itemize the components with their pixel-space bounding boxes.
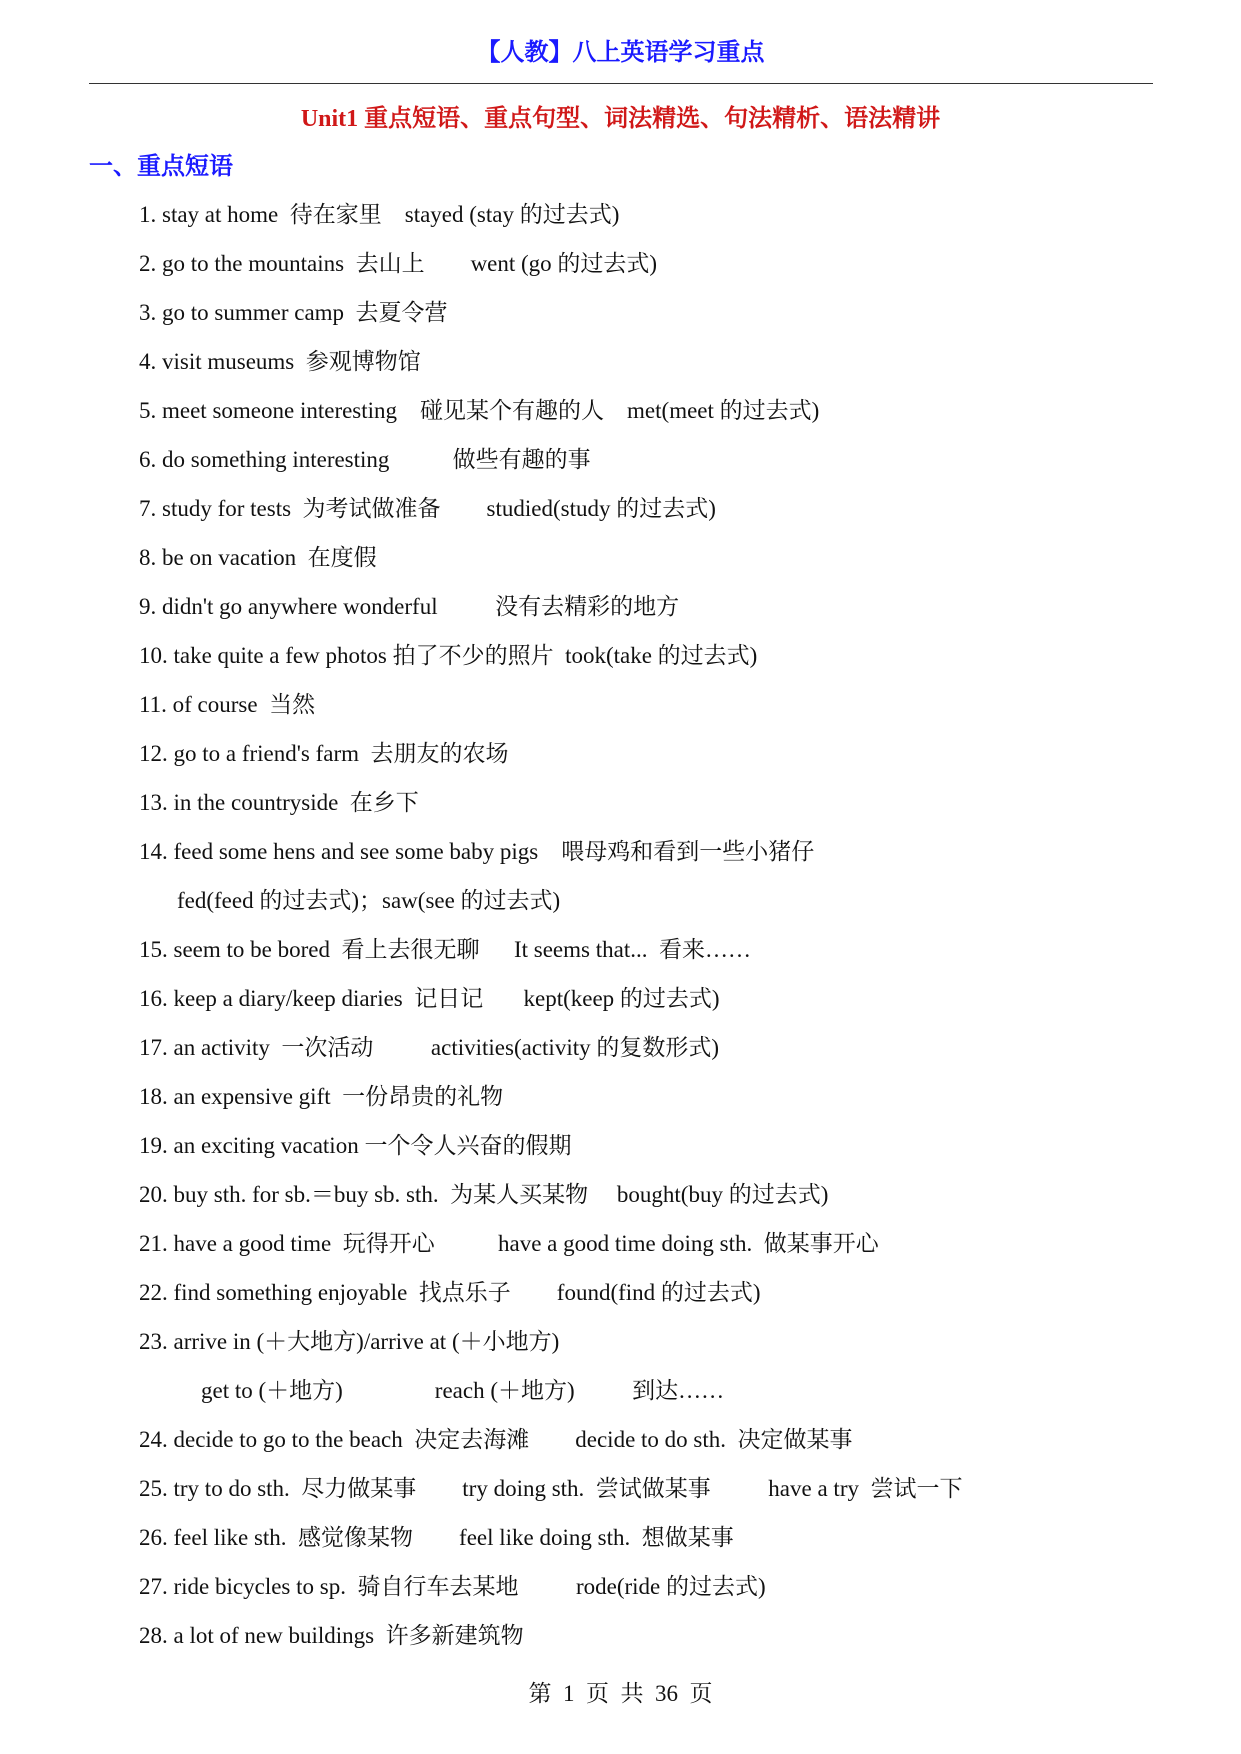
phrase-item-continuation: fed(feed 的过去式)；saw(see 的过去式) [177, 888, 561, 913]
phrase-item: 26. feel like sth. 感觉像某物 feel like doing sth. 想做某事 [139, 1525, 734, 1550]
phrase-item: 13. in the countryside 在乡下 [139, 790, 419, 815]
phrase-item: 18. an expensive gift 一份昂贵的礼物 [139, 1084, 504, 1109]
phrase-item: 1. stay at home 待在家里 stayed (stay 的过去式) [139, 202, 620, 227]
phrase-item: 22. find something enjoyable 找点乐子 found(find 的过去式) [139, 1280, 761, 1305]
section-heading: 一、重点短语 [89, 154, 233, 180]
phrase-item: 24. decide to go to the beach 决定去海滩 decide to do sth. 决定做某事 [139, 1427, 853, 1452]
phrase-item: 6. do something interesting 做些有趣的事 [139, 447, 591, 472]
phrase-item: 25. try to do sth. 尽力做某事 try doing sth. 尝试做某事 have a try 尝试一下 [139, 1476, 963, 1501]
unit-title: Unit1 重点短语、重点句型、词法精选、句法精析、语法精讲 [300, 106, 941, 132]
phrase-item-continuation: get to (＋地方) reach (＋地方) 到达…… [201, 1378, 725, 1403]
phrase-item: 10. take quite a few photos 拍了不少的照片 took(take 的过去式) [139, 643, 758, 668]
document-header-title: 【人教】八上英语学习重点 [476, 40, 765, 66]
phrase-item: 28. a lot of new buildings 许多新建筑物 [139, 1623, 524, 1648]
phrase-item: 14. feed some hens and see some baby pigs 喂母鸡和看到一些小猪仔 [139, 839, 815, 864]
phrase-item: 19. an exciting vacation 一个令人兴奋的假期 [139, 1133, 572, 1158]
phrase-item: 8. be on vacation 在度假 [139, 545, 377, 570]
phrase-item: 17. an activity 一次活动 activities(activity 的复数形式) [139, 1035, 720, 1060]
phrase-item: 2. go to the mountains 去山上 went (go 的过去式) [139, 251, 658, 276]
phrase-item: 12. go to a friend's farm 去朋友的农场 [139, 741, 509, 766]
phrase-item: 7. study for tests 为考试做准备 studied(study 的过去式) [139, 496, 716, 521]
phrase-item: 4. visit museums 参观博物馆 [139, 349, 421, 374]
phrase-item: 3. go to summer camp 去夏令营 [139, 300, 448, 325]
phrase-item: 27. ride bicycles to sp. 骑自行车去某地 rode(ride 的过去式) [139, 1574, 766, 1599]
phrase-item: 16. keep a diary/keep diaries 记日记 kept(keep 的过去式) [139, 986, 720, 1011]
phrase-item: 21. have a good time 玩得开心 have a good time doing sth. 做某事开心 [139, 1231, 879, 1256]
phrase-list [139, 190, 1149, 1660]
page-number-footer: 第 1 页 共 36 页 [528, 1681, 713, 1706]
phrase-item: 5. meet someone interesting 碰见某个有趣的人 met(meet 的过去式) [139, 398, 820, 423]
phrase-item: 20. buy sth. for sb.＝buy sb. sth. 为某人买某物 bought(buy 的过去式) [139, 1182, 829, 1207]
phrase-item: 11. of course 当然 [139, 692, 316, 717]
phrase-item: 9. didn't go anywhere wonderful 没有去精彩的地方 [139, 594, 680, 619]
header-divider [89, 83, 1153, 84]
phrase-item: 15. seem to be bored 看上去很无聊 It seems that... 看来…… [139, 937, 751, 962]
phrase-item: 23. arrive in (＋大地方)/arrive at (＋小地方) [139, 1329, 560, 1354]
